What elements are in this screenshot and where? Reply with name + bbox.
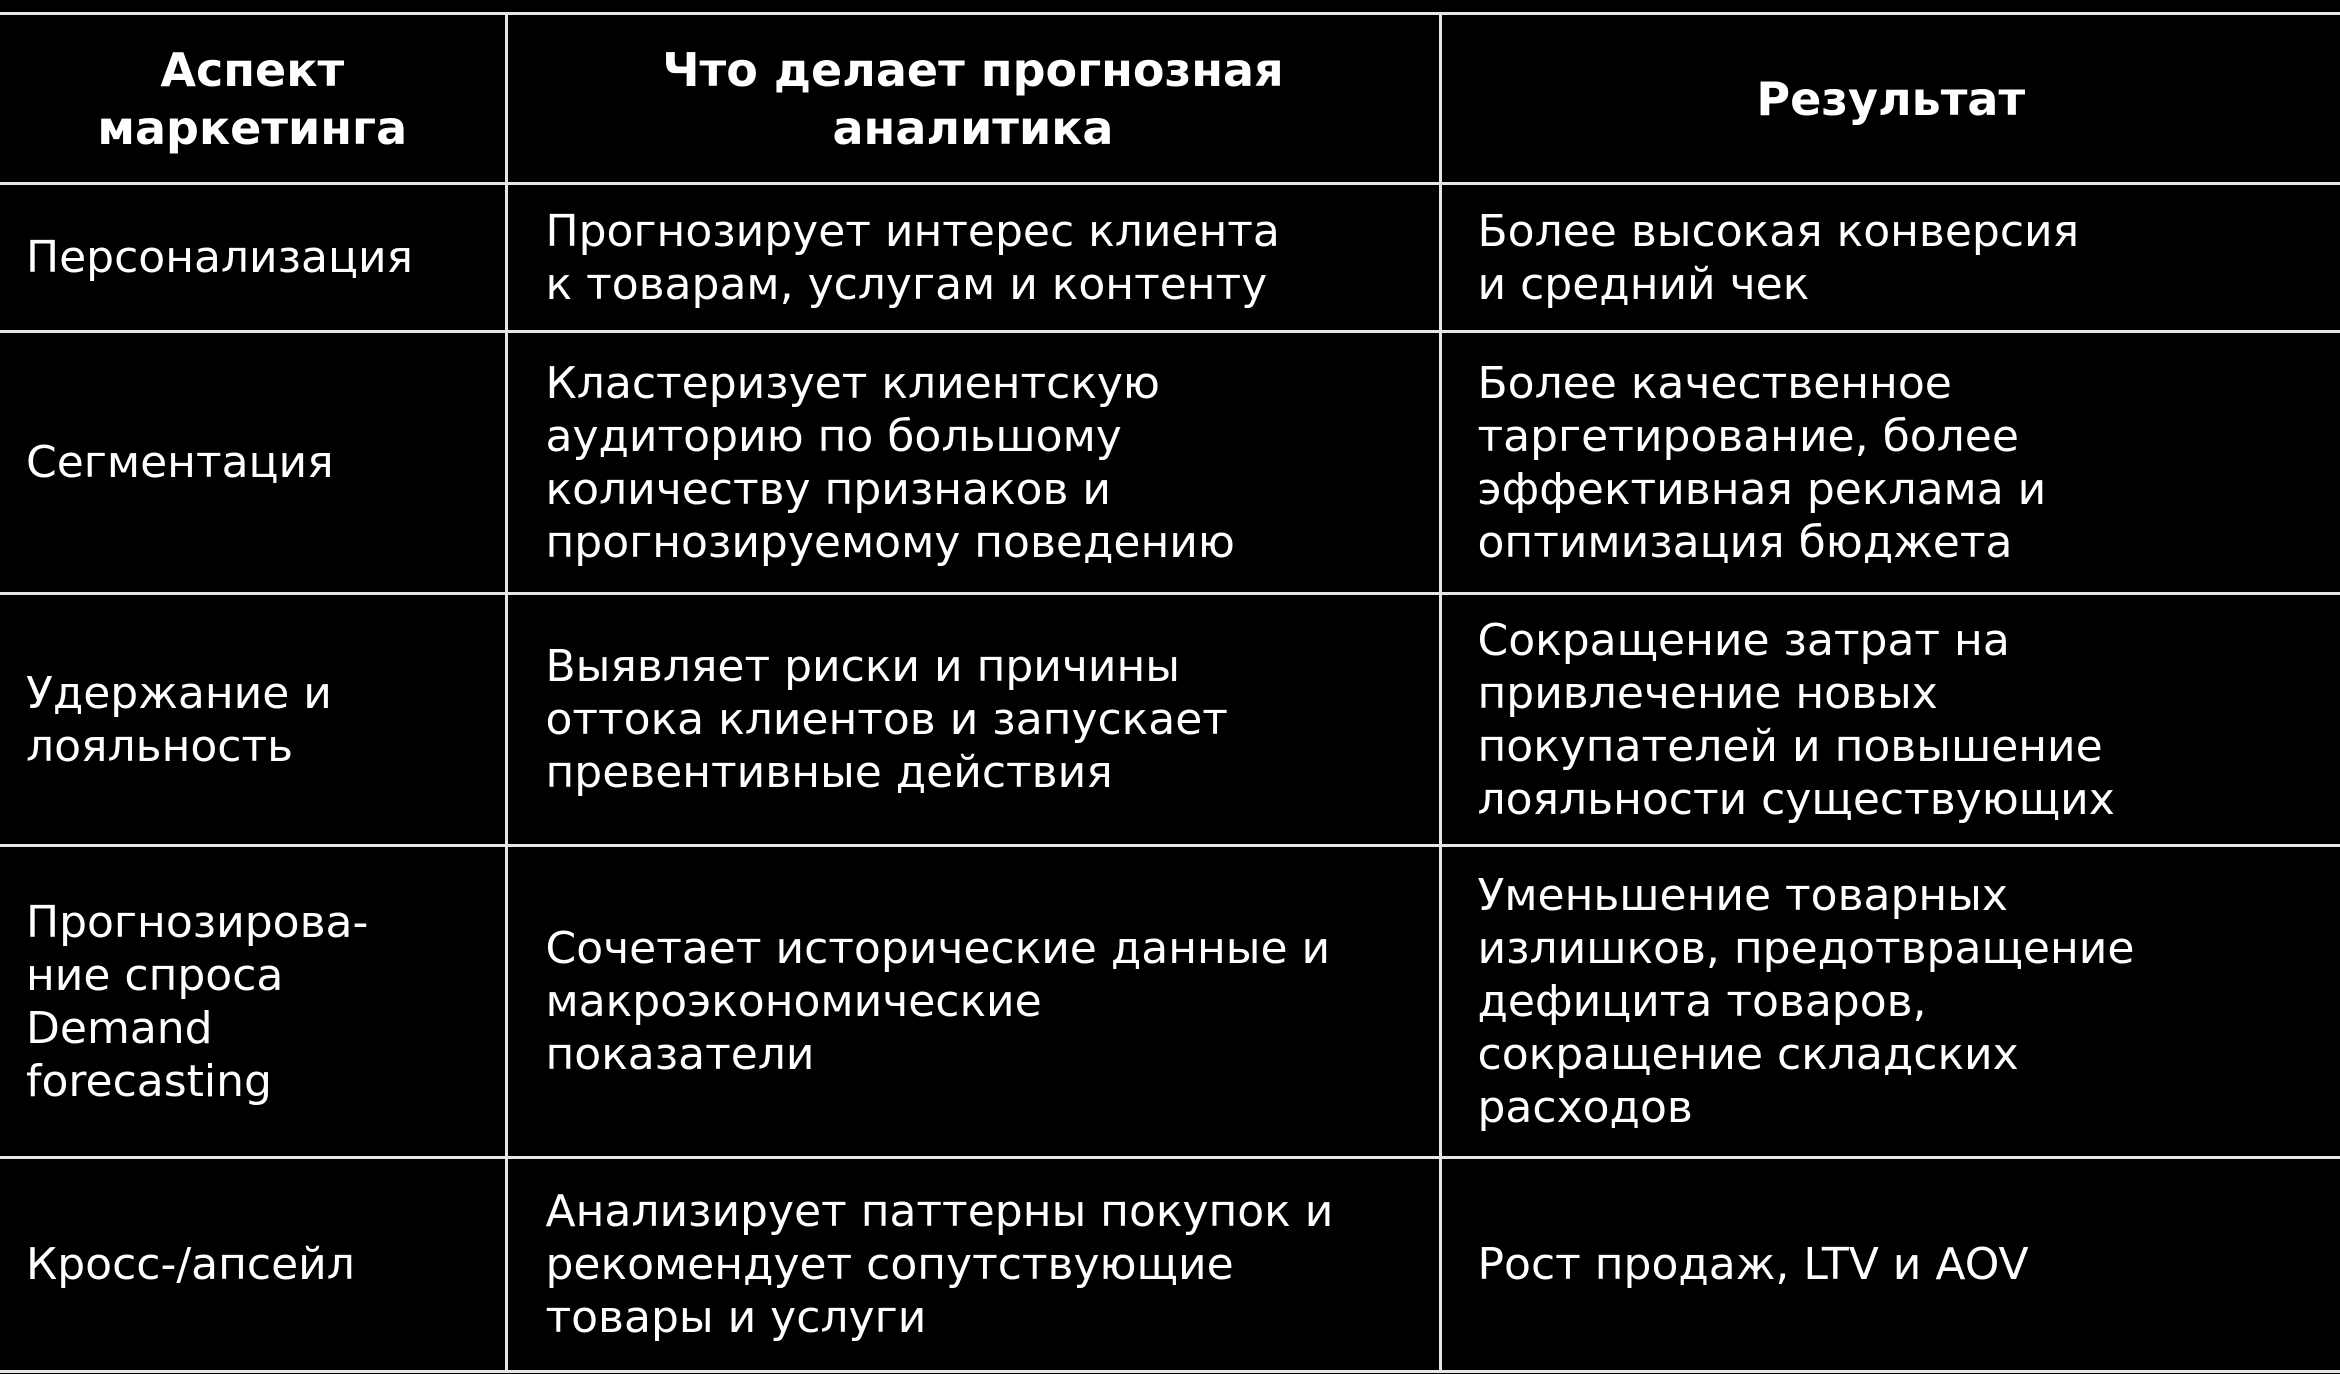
cell-what: Сочетает исторические данные и макроэкономические показатели: [506, 846, 1440, 1158]
marketing-analytics-table: [0, 12, 2340, 1373]
table-row: [0, 184, 2340, 332]
cell-aspect: Прогнозирова- ние спроса Demand forecasting: [0, 846, 506, 1158]
cell-result: Более высокая конверсия и средний чек: [1440, 184, 2340, 332]
header-aspect: Аспект маркетинга: [0, 14, 506, 184]
cell-what: Кластеризует клиентскую аудиторию по большому количеству признаков и прогнозируемому поведению: [506, 332, 1440, 594]
cell-result: Уменьшение товарных излишков, предотвращение дефицита товаров, сокращение складских расходов: [1440, 846, 2340, 1158]
cell-what: Анализирует паттерны покупок и рекомендует сопутствующие товары и услуги: [506, 1158, 1440, 1372]
cell-result: Рост продаж, LTV и AOV: [1440, 1158, 2340, 1372]
table-row: [0, 1158, 2340, 1372]
table-row: [0, 594, 2340, 846]
table-row: [0, 846, 2340, 1158]
cell-aspect: Кросс-/апсейл: [0, 1158, 506, 1372]
cell-what: Прогнозирует интерес клиента к товарам, услугам и контенту: [506, 184, 1440, 332]
cell-result: Сокращение затрат на привлечение новых покупателей и повышение лояльности существующих: [1440, 594, 2340, 846]
table-header-row: [0, 14, 2340, 184]
cell-aspect: Удержание и лояльность: [0, 594, 506, 846]
cell-aspect: Сегментация: [0, 332, 506, 594]
cell-what: Выявляет риски и причины оттока клиентов и запускает превентивные действия: [506, 594, 1440, 846]
cell-result: Более качественное таргетирование, более эффективная реклама и оптимизация бюджета: [1440, 332, 2340, 594]
header-what: Что делает прогнозная аналитика: [506, 14, 1440, 184]
table-row: [0, 332, 2340, 594]
cell-aspect: Персонализация: [0, 184, 506, 332]
header-result: Результат: [1440, 14, 2340, 184]
